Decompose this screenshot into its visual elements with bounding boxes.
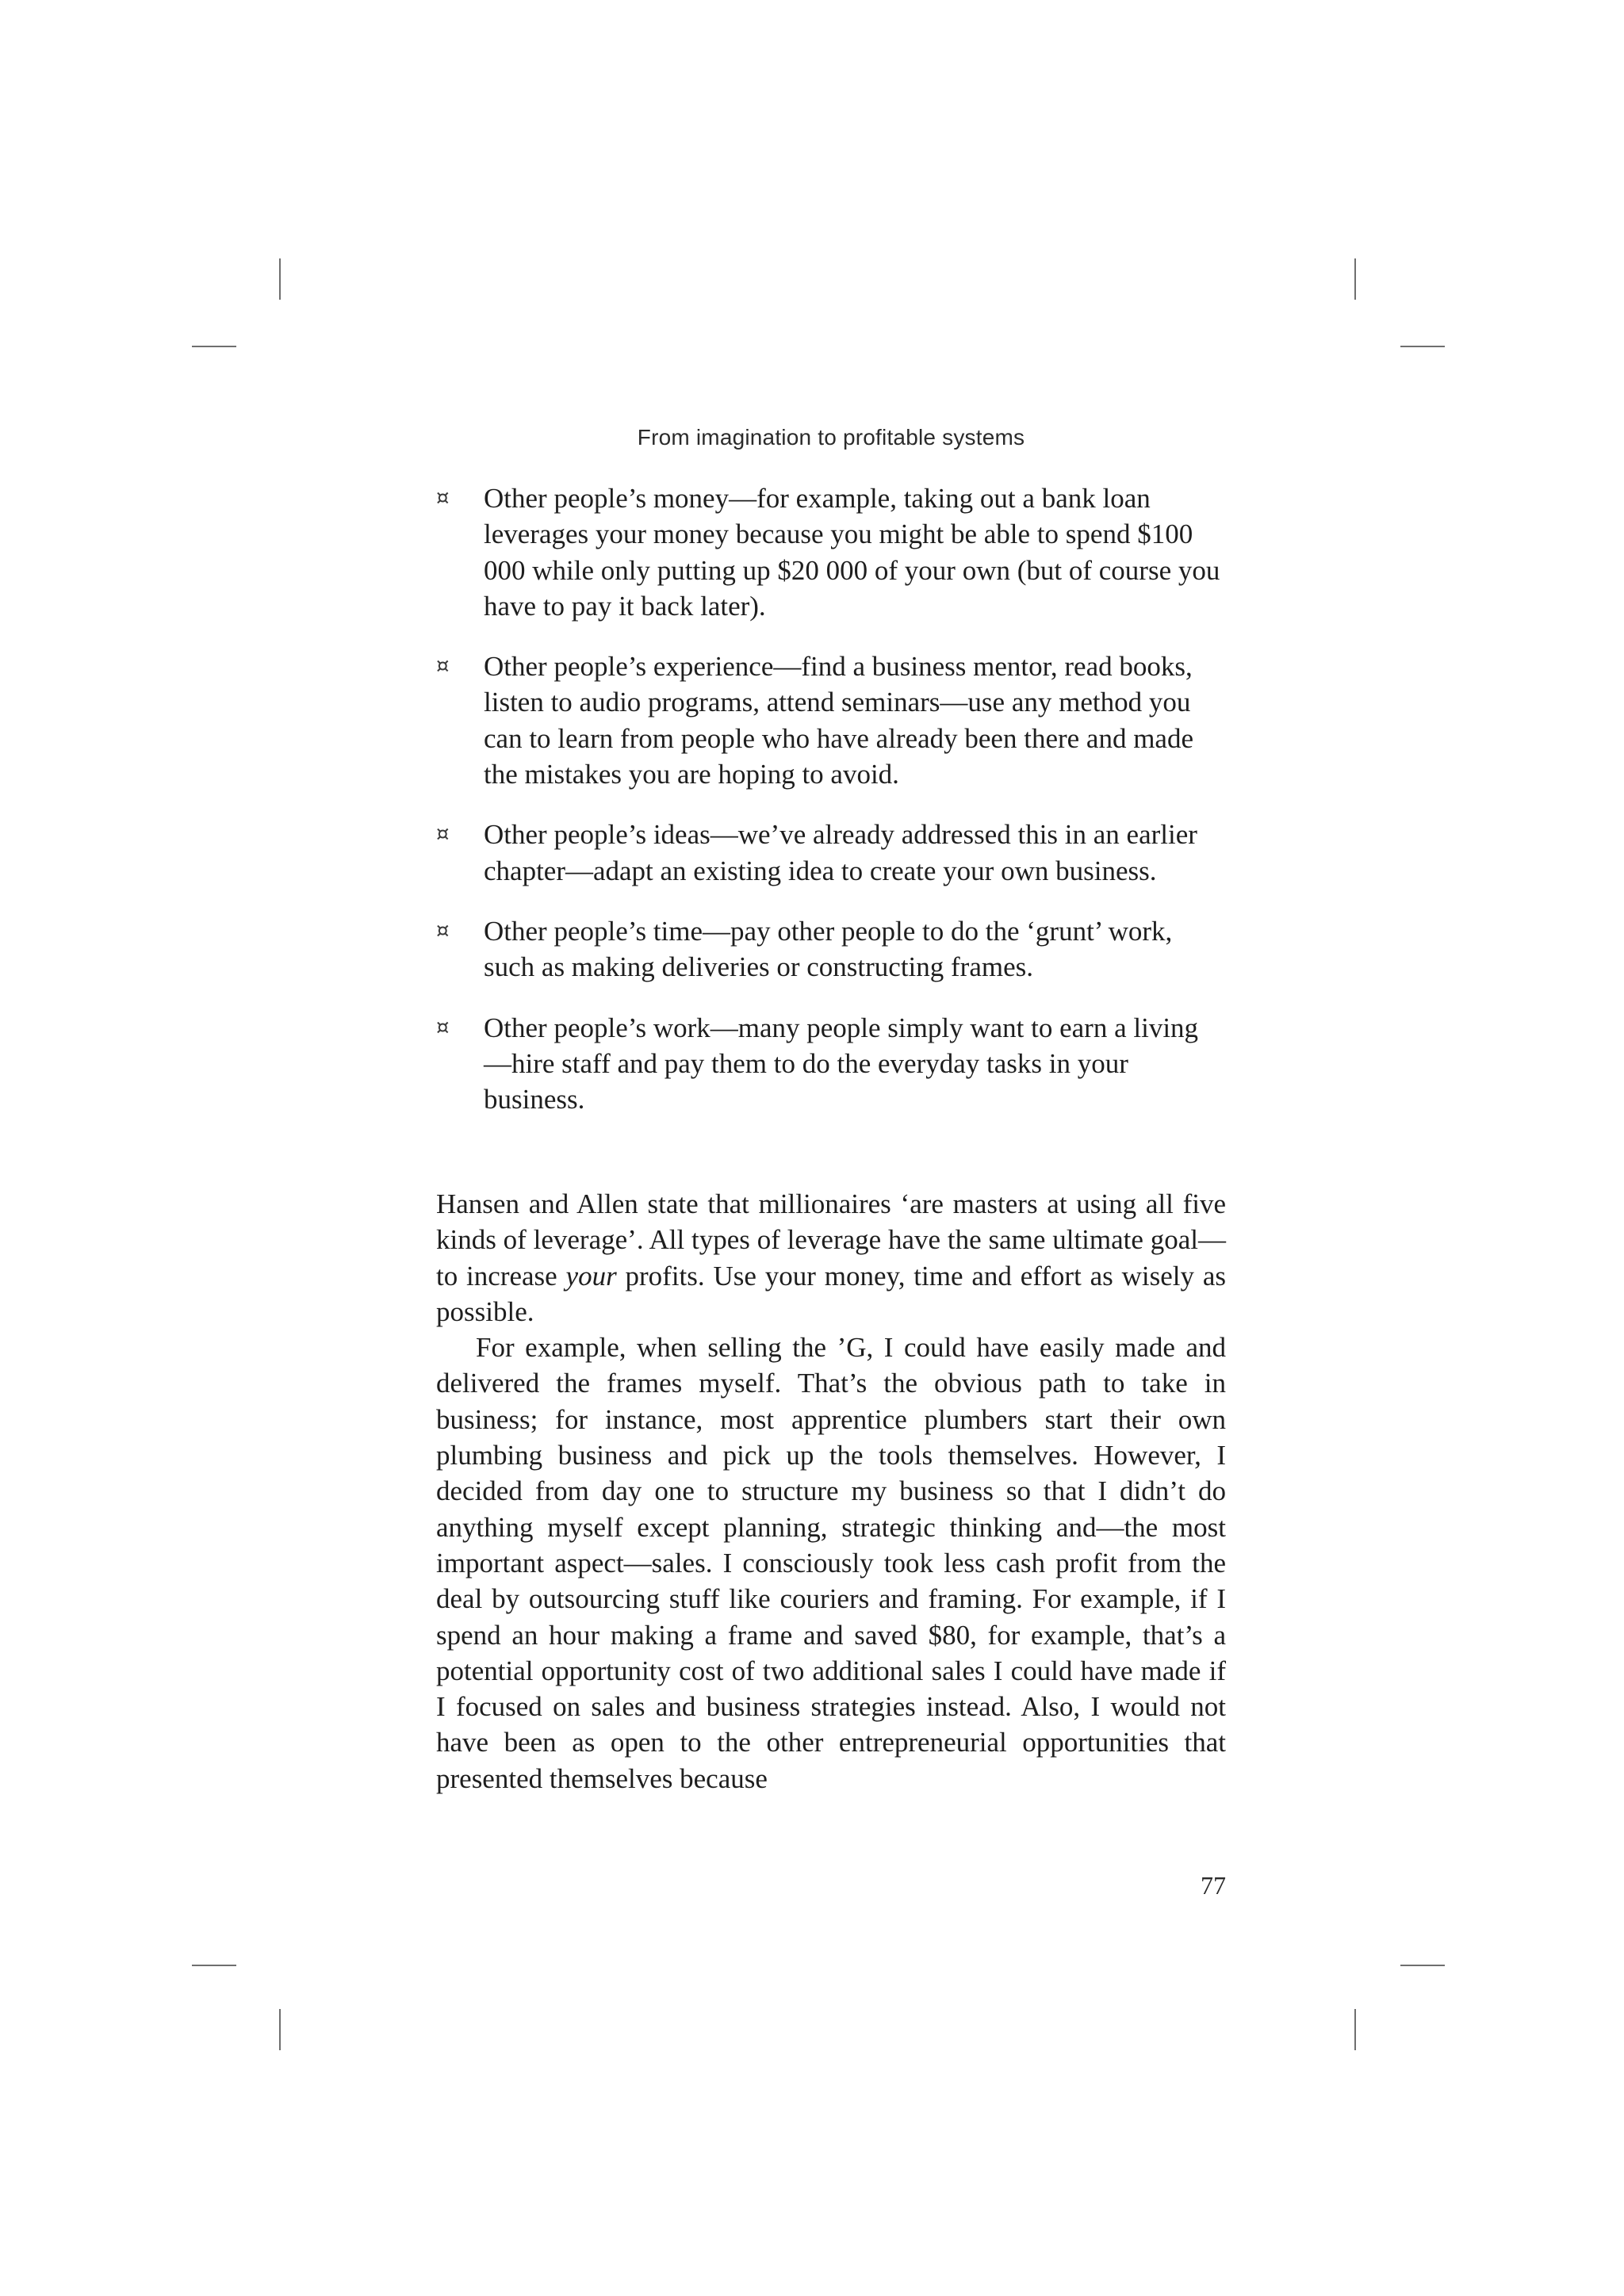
paragraph-leverage [436, 1186, 1226, 1330]
bullet-icon: ¤ [436, 822, 450, 847]
list-item [436, 1010, 1226, 1118]
crop-mark-bottom-right-vertical [1354, 2009, 1356, 2050]
paragraph-example: For example, when selling the ’G, I could have easily made and delivered the frames myself. That’s the obvious path to take in business; for instance, most apprentice plumbers start their own plumbing business and pick up the tools themselves. However, I decided from day one to structure my business so that I didn’t do anything myself except planning, strategic thinking and—the most important aspect—sales. I consciously took less cash profit from the deal by outsourcing stuff like couriers and framing. For example, if I spend an hour making a frame and saved $80, for example, that’s a potential opportunity cost of two additional sales I could have made if I focused on sales and business strategies instead. Also, I would not have been as open to the other entrepreneurial opportunities that presented themselves because [436, 1332, 1226, 1794]
crop-mark-top-left-vertical [279, 258, 281, 300]
bullet-icon: ¤ [436, 1015, 450, 1039]
list-item [436, 913, 1226, 985]
bullet-icon: ¤ [436, 486, 450, 510]
bullet-text: Other people’s money—for example, taking out a bank loan leverages your money because you might be able to spend $100 000 while only putting up $20 000 of your own (but of course you have to pay it back later). [484, 483, 1220, 622]
crop-mark-top-right-horizontal [1400, 346, 1445, 347]
bullet-icon: ¤ [436, 654, 450, 679]
paragraph-text: profits. Use your money, time and effort as wisely as possible. [436, 1260, 1226, 1327]
paragraph-text: Hansen and Allen state that millionaires ‘are masters at using all five kinds of leverage’. All types of leverage have the same ultimate goal—to increase [436, 1188, 1226, 1292]
list-item [436, 817, 1226, 889]
bullet-text: Other people’s experience—find a business mentor, read books, listen to audio programs, attend seminars—use any method you can to learn from people who have already been there and made the mistakes you are hoping to avoid. [484, 651, 1193, 790]
crop-mark-bottom-left-vertical [279, 2009, 281, 2050]
bullet-text: Other people’s ideas—we’ve already addressed this in an earlier chapter—adapt an existing idea to create your own business. [484, 819, 1197, 886]
list-item [436, 480, 1226, 624]
page-number: 77 [1201, 1871, 1226, 1900]
list-item [436, 649, 1226, 792]
crop-mark-top-left-horizontal [192, 346, 236, 347]
emphasis-text: your [565, 1260, 617, 1292]
running-head: From imagination to profitable systems [637, 425, 1025, 450]
body-text [436, 1186, 1226, 1797]
bullet-list [436, 480, 1226, 1142]
crop-mark-bottom-left-horizontal [192, 1965, 236, 1966]
bullet-icon: ¤ [436, 918, 450, 943]
crop-mark-bottom-right-horizontal [1400, 1965, 1445, 1966]
bullet-text: Other people’s work—many people simply want to earn a living—hire staff and pay them to do the everyday tasks in your business. [484, 1012, 1199, 1115]
bullet-text: Other people’s time—pay other people to do the ‘grunt’ work, such as making deliveries or constructing frames. [484, 915, 1173, 983]
crop-mark-top-right-vertical [1354, 258, 1356, 300]
